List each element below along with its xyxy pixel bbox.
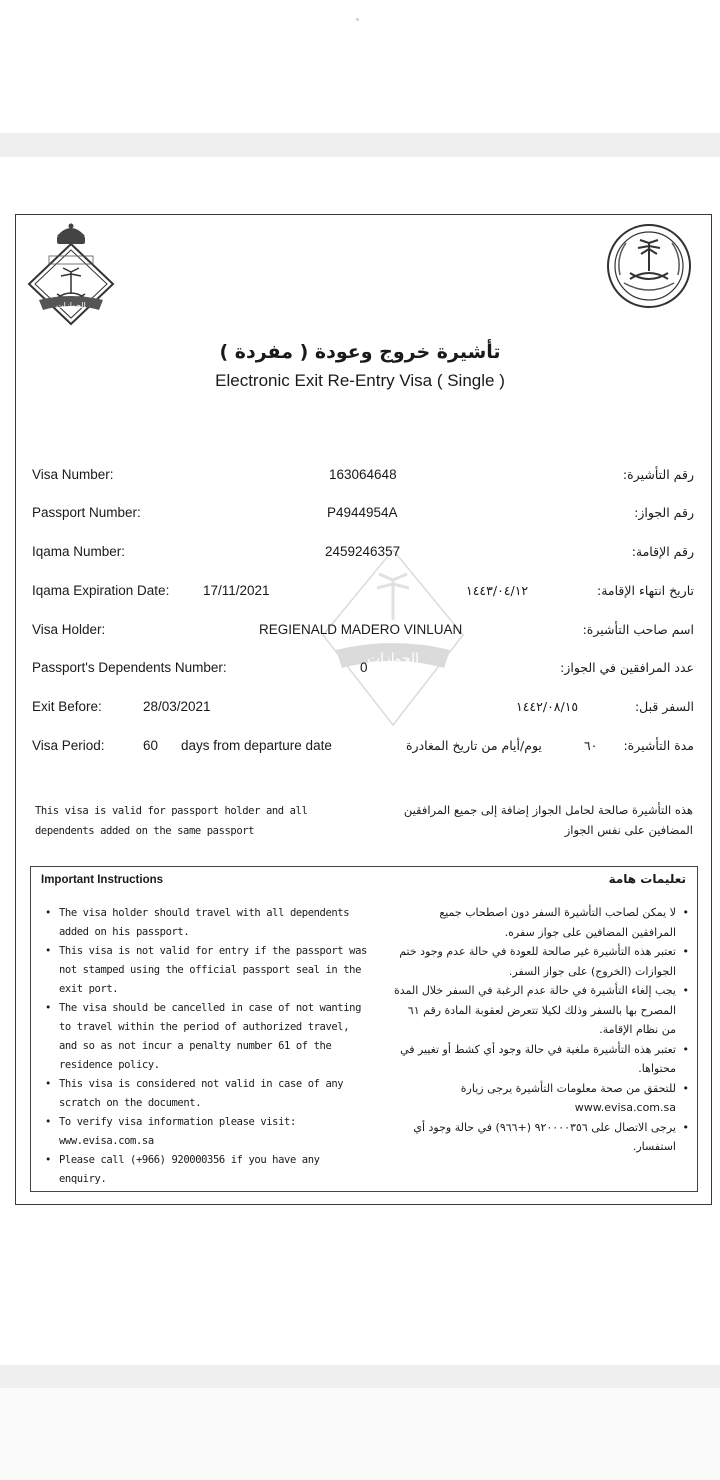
passport-number-row [32, 505, 694, 527]
visa-period-unit: days from departure date [181, 738, 332, 753]
emblem-label: الجوازات [56, 301, 86, 310]
validity-note-ar: هذه التأشيرة صالحة لحامل الجواز إضافة إلى جميع المرافقين المضافين على نفس الجواز [403, 803, 693, 837]
iqama-expiration-value: 17/11/2021 [203, 583, 270, 598]
instruction-item: • To verify visa information please visit: www.evisa.com.sa [40, 1113, 370, 1151]
next-page [0, 1388, 720, 1480]
iqama-expiration-value-ar: ١٤٤٣/٠٤/١٢ [466, 583, 529, 598]
instruction-item-ar: • تعتبر هذه التأشيرة ملغية في حالة وجود أي كشط أو تغيير في محتواها. [392, 1040, 692, 1079]
exit-before-row [32, 699, 694, 721]
visa-period-row [32, 738, 694, 760]
visa-period-value: 60 [143, 738, 159, 753]
visa-period-label: Visa Period: [32, 738, 105, 753]
visa-holder-row [32, 622, 694, 644]
visa-holder-label-ar: اسم صاحب التأشيرة: [582, 622, 694, 637]
visa-holder-value: REGIENALD MADERO VINLUAN [259, 622, 463, 637]
visa-number-row [32, 467, 694, 489]
iqama-expiration-label: Iqama Expiration Date: [32, 583, 170, 598]
passport-number-label-ar: رقم الجواز: [634, 505, 694, 520]
watermark-label: الجوازات [366, 651, 420, 667]
iqama-number-row [32, 544, 694, 566]
instruction-item: • This visa is not valid for entry if the passport was not stamped using the official passport seal in the exit port. [40, 942, 370, 999]
title-arabic: تأشيرة خروج وعودة ( مفردة ) [219, 341, 501, 363]
instructions-list-ar [392, 903, 692, 1157]
instruction-item-ar: • يجب إلغاء التأشيرة في حالة عدم الرغبة في السفر خلال المدة المصرح بها بالسفر وذلك لكيلا تتعرض لعقوبة المادة رقم ٦١ من نظام الإقامة. [392, 981, 692, 1040]
iqama-expiration-label-ar: تاريخ انتهاء الإقامة: [597, 583, 694, 598]
dependents-value: 0 [360, 660, 368, 675]
exit-before-label-ar: السفر قبل: [634, 699, 694, 714]
dependents-row [32, 660, 694, 682]
visa-period-unit-ar: يوم/أيام من تاريخ المغادرة [406, 738, 542, 753]
instruction-item: • The visa holder should travel with all dependents added on his passport. [40, 904, 370, 942]
saudi-palm-swords-seal-icon [606, 223, 692, 309]
validity-note: This visa is valid for passport holder and all dependents added on the same passport [35, 805, 308, 837]
instruction-item-ar: • تعتبر هذه التأشيرة غير صالحة للعودة في حالة عدم وجود ختم الجوازات (الخروج) على جواز السفر. [392, 942, 692, 981]
instruction-item-ar: • لا يمكن لصاحب التأشيرة السفر دون اصطحاب جميع المرافقين المضافين على جواز سفره. [392, 903, 692, 942]
exit-before-value-ar: ١٤٤٢/٠٨/١٥ [516, 699, 579, 714]
jawazat-crown-emblem-icon [27, 222, 115, 326]
passport-number-label: Passport Number: [32, 505, 141, 520]
visa-number-label: Visa Number: [32, 467, 114, 482]
instructions-title-ar: تعليمات هامة [608, 872, 686, 886]
instruction-item: • This visa is considered not valid in case of any scratch on the document. [40, 1075, 370, 1113]
exit-before-value: 28/03/2021 [143, 699, 211, 714]
visa-number-label-ar: رقم التأشيرة: [622, 467, 694, 482]
instruction-item-ar: • يرجى الاتصال على ٩٢٠٠٠٠٣٥٦ (+٩٦٦) في حالة وجود أي استفسار. [392, 1118, 692, 1157]
visa-period-value-ar: ٦٠ [584, 738, 598, 753]
visa-period-label-ar: مدة التأشيرة: [623, 738, 694, 753]
visa-number-value: 163064648 [329, 467, 397, 482]
iqama-number-label: Iqama Number: [32, 544, 126, 559]
page-dot [356, 18, 359, 21]
instructions-title: Important Instructions [41, 874, 164, 886]
previous-page [0, 0, 720, 133]
instruction-item-ar: • للتحقق من صحة معلومات التأشيرة يرجى زيارة www.evisa.com.sa [392, 1079, 692, 1118]
exit-before-label: Exit Before: [32, 699, 102, 714]
dependents-label: Passport's Dependents Number: [32, 660, 227, 675]
iqama-number-label-ar: رقم الإقامة: [631, 544, 694, 559]
iqama-number-value: 2459246357 [325, 544, 401, 559]
iqama-expiration-row [32, 583, 694, 605]
visa-holder-label: Visa Holder: [32, 622, 106, 637]
passport-number-value: P4944954A [327, 505, 398, 520]
instructions-list [40, 904, 370, 1189]
title-english: Electronic Exit Re-Entry Visa ( Single ) [215, 371, 505, 390]
instruction-item: • The visa should be cancelled in case of not wanting to travel within the period of authorized travel, and so as not incur a penalty number 61 of the residence policy. [40, 999, 370, 1075]
dependents-label-ar: عدد المرافقين في الجواز: [560, 660, 694, 675]
instruction-item: • Please call (+966) 920000356 if you have any enquiry. [40, 1151, 370, 1189]
